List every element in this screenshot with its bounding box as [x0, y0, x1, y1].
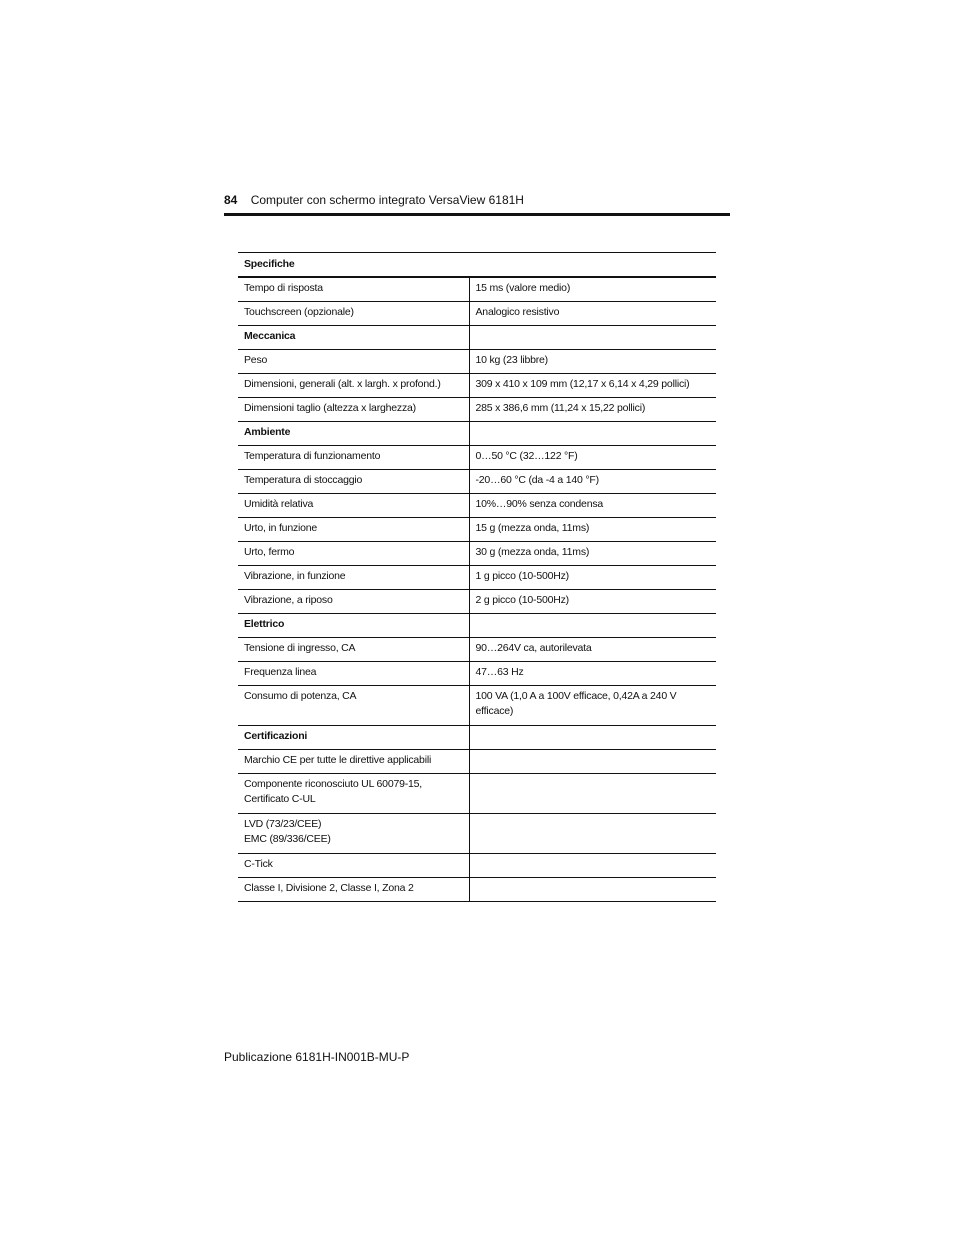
section-row — [238, 726, 716, 750]
spec-value: 90…264V ca, autorilevata — [475, 642, 592, 654]
spec-value: 47…63 Hz — [475, 666, 524, 678]
spec-label: Vibrazione, in funzione — [238, 566, 469, 590]
section-label: Meccanica — [238, 326, 469, 350]
page-number: 84 — [224, 193, 238, 207]
spec-value: 1 g picco (10-500Hz) — [475, 570, 569, 582]
spec-label: Componente riconosciuto UL 60079-15, Certificato C-UL — [238, 774, 469, 814]
running-title: Computer con schermo integrato VersaView 6181H — [250, 193, 524, 207]
table-row — [238, 566, 716, 590]
table-row — [238, 662, 716, 686]
spec-label: Peso — [238, 350, 469, 374]
spec-label: Dimensioni taglio (altezza x larghezza) — [238, 398, 469, 422]
table-row — [238, 750, 716, 774]
spec-value — [469, 854, 716, 878]
spec-value: -20…60 °C (da -4 a 140 °F) — [475, 474, 599, 486]
spec-label: Urto, in funzione — [238, 518, 469, 542]
spec-label: Dimensioni, generali (alt. x largh. x profond.) — [238, 374, 469, 398]
spec-value: 2 g picco (10-500Hz) — [475, 594, 569, 606]
table-row — [238, 854, 716, 878]
spec-label: Urto, fermo — [238, 542, 469, 566]
spec-value — [469, 774, 716, 814]
table-header-row — [238, 253, 716, 278]
table-heading: Specifiche — [244, 257, 295, 270]
spec-label: Frequenza linea — [238, 662, 469, 686]
spec-value: 10%…90% senza condensa — [475, 498, 604, 510]
page-header — [224, 192, 730, 216]
spec-label: Umidità relativa — [238, 494, 469, 518]
table-row — [238, 446, 716, 470]
table-row — [238, 470, 716, 494]
table-row — [238, 350, 716, 374]
spec-label: C-Tick — [238, 854, 469, 878]
table-row — [238, 774, 716, 814]
spec-value — [469, 750, 716, 774]
section-row — [238, 614, 716, 638]
table-row — [238, 814, 716, 854]
spec-value: 285 x 386,6 mm (11,24 x 15,22 pollici) — [475, 402, 646, 414]
table-row — [238, 302, 716, 326]
spec-value — [469, 814, 716, 854]
spec-label: Tempo di risposta — [238, 277, 469, 302]
spec-label: Marchio CE per tutte le direttive applicabili — [238, 750, 469, 774]
spec-value — [469, 878, 716, 902]
spec-label: LVD (73/23/CEE) EMC (89/336/CEE) — [238, 814, 469, 854]
spec-label: Consumo di potenza, CA — [238, 686, 469, 726]
spec-value — [469, 326, 716, 350]
spec-value: 15 ms (valore medio) — [475, 282, 571, 294]
table-row — [238, 878, 716, 902]
spec-label: Touchscreen (opzionale) — [238, 302, 469, 326]
section-row — [238, 422, 716, 446]
publication-footer: Publicazione 6181H-IN001B-MU-P — [224, 1050, 410, 1064]
table-row — [238, 398, 716, 422]
spec-value: 309 x 410 x 109 mm (12,17 x 6,14 x 4,29 pollici) — [475, 378, 690, 390]
spec-label: Temperatura di funzionamento — [238, 446, 469, 470]
spec-label: Classe I, Divisione 2, Classe I, Zona 2 — [238, 878, 469, 902]
spec-value: 30 g (mezza onda, 11ms) — [475, 546, 590, 558]
spec-label: Vibrazione, a riposo — [238, 590, 469, 614]
table-row — [238, 590, 716, 614]
section-label: Elettrico — [238, 614, 469, 638]
spec-value — [469, 614, 716, 638]
section-row — [238, 326, 716, 350]
table-body — [238, 277, 716, 902]
section-label: Certificazioni — [238, 726, 469, 750]
spec-label: Tensione di ingresso, CA — [238, 638, 469, 662]
spec-value — [469, 422, 716, 446]
table-row — [238, 542, 716, 566]
specifications-table — [238, 252, 716, 902]
table-row — [238, 374, 716, 398]
table-row — [238, 638, 716, 662]
spec-value — [469, 726, 716, 750]
spec-value: 100 VA (1,0 A a 100V efficace, 0,42A a 240 V efficace) — [475, 690, 677, 717]
table-row — [238, 686, 716, 726]
spec-value: 0…50 °C (32…122 °F) — [475, 450, 578, 462]
spec-label: Temperatura di stoccaggio — [238, 470, 469, 494]
section-label: Ambiente — [238, 422, 469, 446]
spec-value: 10 kg (23 libbre) — [475, 354, 548, 366]
spec-value: Analogico resistivo — [475, 306, 560, 318]
spec-value: 15 g (mezza onda, 11ms) — [475, 522, 590, 534]
table-row — [238, 494, 716, 518]
table-row — [238, 518, 716, 542]
table-row — [238, 277, 716, 302]
